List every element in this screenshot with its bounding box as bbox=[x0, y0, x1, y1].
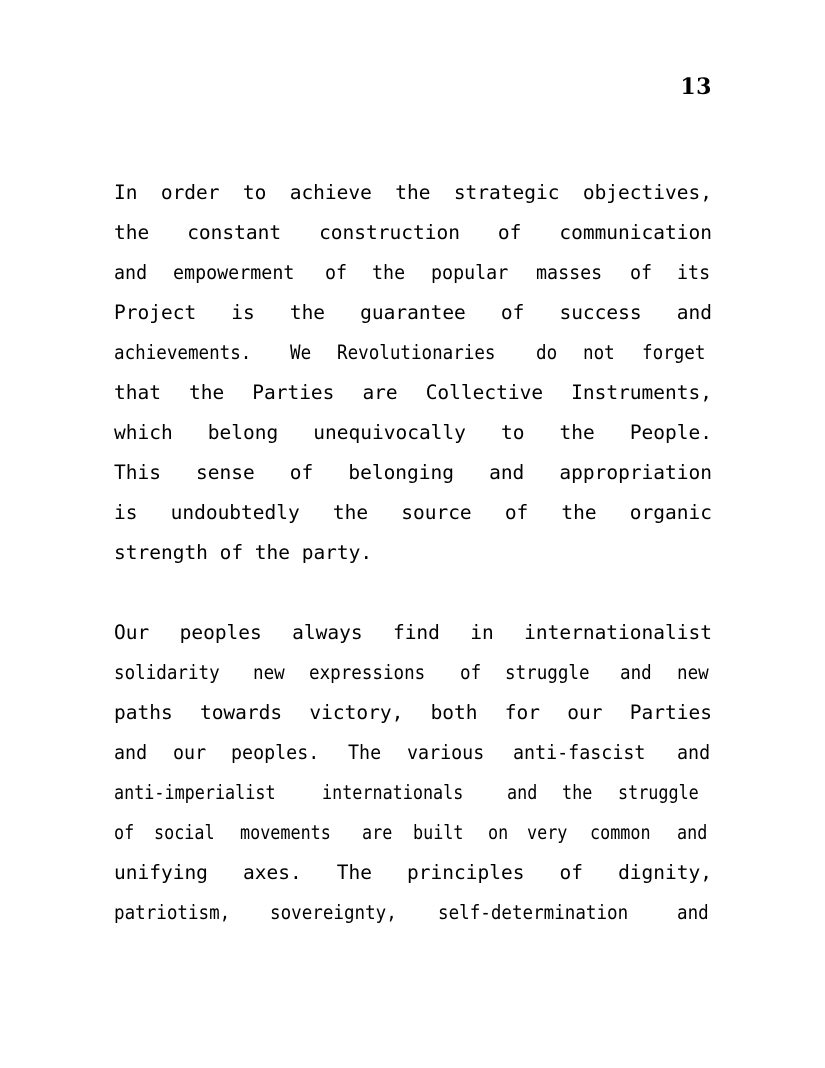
word: masses bbox=[536, 260, 603, 284]
word: belonging bbox=[348, 460, 455, 484]
word: the bbox=[254, 540, 291, 564]
word: always bbox=[292, 620, 363, 644]
word: do bbox=[536, 340, 558, 364]
word: to bbox=[500, 420, 525, 444]
text-line bbox=[114, 852, 712, 892]
word: victory, bbox=[309, 700, 404, 724]
word: various bbox=[407, 740, 485, 764]
word: solidarity bbox=[114, 660, 220, 684]
word: belong bbox=[207, 420, 279, 444]
word: anti-imperialist bbox=[114, 780, 276, 804]
word: of bbox=[289, 460, 314, 484]
word: find bbox=[392, 620, 440, 644]
word: peoples. bbox=[231, 740, 320, 764]
word: peoples bbox=[179, 620, 262, 644]
word: not bbox=[582, 340, 615, 364]
word: sense bbox=[196, 460, 255, 484]
word: paths bbox=[114, 700, 173, 724]
word: Revolutionaries bbox=[336, 340, 496, 364]
word: and bbox=[676, 740, 710, 764]
word: The bbox=[348, 740, 382, 764]
word: Parties bbox=[252, 380, 335, 404]
word: achieve bbox=[289, 180, 372, 204]
word: objectives, bbox=[582, 180, 712, 204]
word: of bbox=[497, 220, 522, 244]
word: the bbox=[559, 420, 595, 444]
word: is bbox=[231, 300, 255, 324]
word: the bbox=[289, 300, 326, 324]
word: of bbox=[219, 540, 244, 564]
word: This bbox=[114, 460, 161, 484]
text-line bbox=[114, 212, 712, 252]
paragraph bbox=[114, 612, 712, 932]
word: Parties bbox=[629, 700, 712, 724]
word: movements bbox=[240, 820, 331, 844]
word: and bbox=[676, 300, 712, 324]
word: internationalist bbox=[524, 620, 712, 644]
word: of bbox=[559, 860, 583, 884]
word: In bbox=[114, 180, 138, 204]
word: order bbox=[160, 180, 220, 204]
word: to bbox=[242, 180, 267, 204]
word: both bbox=[430, 700, 478, 724]
word: that bbox=[114, 380, 161, 404]
word: Instruments, bbox=[571, 380, 712, 404]
word: its bbox=[676, 260, 710, 284]
word: towards bbox=[199, 700, 283, 724]
word: the bbox=[371, 260, 406, 284]
text-line bbox=[114, 892, 712, 932]
word: are bbox=[361, 820, 393, 844]
word: and bbox=[506, 780, 538, 804]
word: of bbox=[459, 660, 482, 684]
text-line bbox=[114, 292, 712, 332]
text-line bbox=[114, 372, 712, 412]
word: our bbox=[172, 740, 206, 764]
word: communication bbox=[559, 220, 712, 244]
word: of bbox=[629, 260, 652, 284]
word: are bbox=[362, 380, 398, 404]
word: in bbox=[470, 620, 494, 644]
word: and bbox=[620, 660, 652, 684]
word: and bbox=[489, 460, 525, 484]
word: undoubtedly bbox=[170, 500, 300, 524]
word: patriotism, bbox=[114, 900, 231, 924]
word: the bbox=[332, 500, 369, 524]
text-line bbox=[114, 772, 712, 812]
word: and bbox=[676, 900, 709, 924]
text-line bbox=[114, 732, 712, 772]
word: anti-fascist bbox=[512, 740, 645, 764]
word: and bbox=[676, 820, 708, 844]
word: the bbox=[114, 220, 150, 244]
word: our bbox=[567, 700, 603, 724]
word: very bbox=[527, 820, 568, 844]
word: Our bbox=[114, 620, 150, 644]
word: of bbox=[500, 300, 525, 324]
word: We bbox=[289, 340, 312, 364]
text-line bbox=[114, 652, 712, 692]
word: empowerment bbox=[172, 260, 294, 284]
word: and bbox=[114, 260, 148, 284]
word: of bbox=[114, 820, 135, 844]
page-number: 13 bbox=[680, 74, 712, 100]
word: new bbox=[676, 660, 709, 684]
word: internationals bbox=[322, 780, 464, 804]
word: common bbox=[590, 820, 651, 844]
word: achievements. bbox=[114, 340, 252, 364]
word: unifying bbox=[114, 860, 208, 884]
text-line bbox=[114, 612, 712, 652]
word: forget bbox=[641, 340, 705, 364]
text-line bbox=[114, 332, 712, 372]
word: the bbox=[188, 380, 225, 404]
word: new bbox=[252, 660, 285, 684]
text-line bbox=[114, 412, 712, 452]
text-line bbox=[114, 172, 712, 212]
text-line bbox=[114, 692, 712, 732]
word: the bbox=[562, 780, 593, 804]
word: success bbox=[559, 300, 642, 324]
word: appropriation bbox=[559, 460, 712, 484]
text-line bbox=[114, 252, 712, 292]
word: on bbox=[487, 820, 508, 844]
word: social bbox=[153, 820, 215, 844]
word: The bbox=[336, 860, 372, 884]
word: principles bbox=[407, 860, 525, 884]
word: organic bbox=[629, 500, 712, 524]
word: unequivocally bbox=[313, 420, 466, 444]
word: source bbox=[401, 500, 472, 524]
word: Project bbox=[114, 300, 197, 324]
word: for bbox=[504, 700, 541, 724]
word: popular bbox=[430, 260, 508, 284]
word: sovereignty, bbox=[270, 900, 398, 924]
word: and bbox=[114, 740, 148, 764]
paragraph bbox=[114, 172, 712, 572]
text-line bbox=[114, 812, 712, 852]
text-line bbox=[114, 532, 712, 572]
word: self-determination bbox=[438, 900, 629, 924]
page-body-text bbox=[114, 172, 712, 932]
word: constant bbox=[187, 220, 282, 244]
word: People. bbox=[629, 420, 712, 444]
word: is bbox=[114, 500, 138, 524]
word: dignity, bbox=[618, 860, 712, 884]
word: expressions bbox=[309, 660, 426, 684]
word: the bbox=[561, 500, 597, 524]
word: struggle bbox=[618, 780, 699, 804]
word: of bbox=[325, 260, 348, 284]
text-line bbox=[114, 492, 712, 532]
word: struggle bbox=[504, 660, 590, 684]
word: party. bbox=[301, 540, 373, 564]
word: Collective bbox=[425, 380, 544, 404]
word: axes. bbox=[242, 860, 302, 884]
word: strength bbox=[114, 540, 208, 564]
word: guarantee bbox=[360, 300, 466, 324]
word: of bbox=[504, 500, 529, 524]
word: the bbox=[395, 180, 431, 204]
word: strategic bbox=[453, 180, 560, 204]
text-line bbox=[114, 452, 712, 492]
word: built bbox=[412, 820, 464, 844]
word: construction bbox=[319, 220, 460, 244]
word: which bbox=[114, 420, 173, 444]
